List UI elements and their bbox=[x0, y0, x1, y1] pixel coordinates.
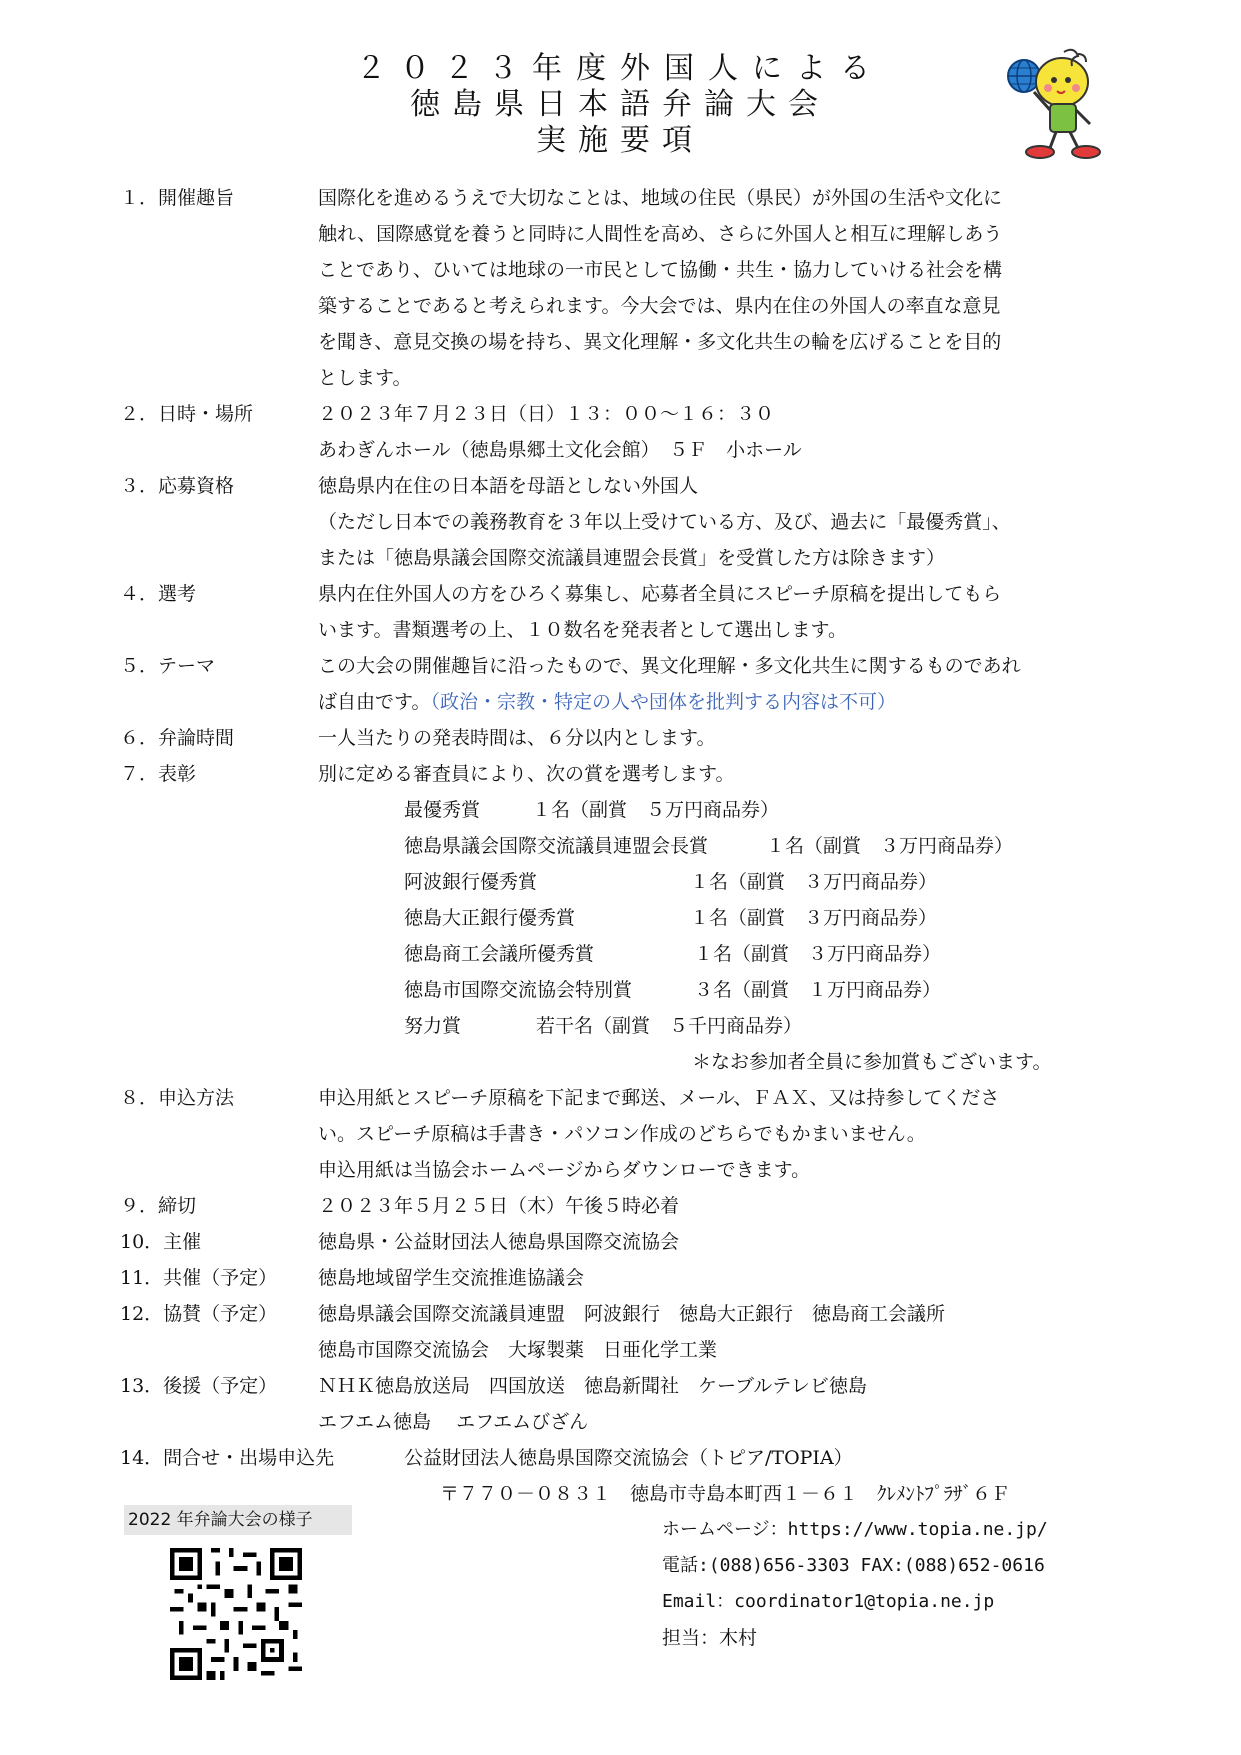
section-11-line: 徳島地域留学生交流推進協議会 bbox=[318, 1267, 585, 1289]
award-name: 努力賞 bbox=[404, 1015, 462, 1037]
section-5-line: この大会の開催趣旨に沿ったもので、異文化理解・多文化共生に関するものであれ bbox=[318, 655, 1021, 677]
section-4-line: います。書類選考の上、１０数名を発表者として選出します。 bbox=[318, 619, 847, 641]
contact-homepage[interactable]: ホームページ：https://www.topia.ne.jp/ bbox=[662, 1519, 1048, 1540]
section-1-line: とします。 bbox=[318, 367, 412, 389]
section-5-line bbox=[318, 684, 1138, 720]
award-detail: １名（副賞 ３万円商品券） bbox=[766, 835, 1014, 857]
section-8-line: 申込用紙とスピーチ原稿を下記まで郵送、メール、ＦＡＸ、又は持参してくださ bbox=[318, 1087, 1000, 1109]
award-name: 徳島大正銀行優秀賞 bbox=[404, 907, 576, 929]
section-1-line: を聞き、意見交換の場を持ち、異文化理解・多文化共生の輪を広げることを目的 bbox=[318, 331, 1002, 353]
award-name: 徳島市国際交流協会特別賞 bbox=[404, 979, 633, 1001]
section-13-label: 13．後援（予定） bbox=[120, 1375, 278, 1397]
section-6-label: ６．弁論時間 bbox=[120, 727, 235, 749]
section-3-label: ３．応募資格 bbox=[120, 475, 235, 497]
section-13-line: エフエム徳島 エフエムびざん bbox=[318, 1411, 589, 1433]
award-name: 徳島商工会議所優秀賞 bbox=[404, 943, 595, 965]
section-3-line: 徳島県内在住の日本語を母語としない外国人 bbox=[318, 475, 699, 497]
contact-organization: 公益財団法人徳島県国際交流協会（トピア/TOPIA） bbox=[404, 1447, 853, 1469]
contact-email[interactable]: Email：coordinator1@topia.ne.jp bbox=[662, 1591, 995, 1612]
section-7-label: ７．表彰 bbox=[120, 763, 197, 785]
section-12-line: 徳島市国際交流協会 大塚製薬 日亜化学工業 bbox=[318, 1339, 718, 1361]
section-2-line: あわぎんホール（徳島県郷土文化会館） ５Ｆ 小ホール bbox=[318, 439, 802, 461]
section-12-line: 徳島県議会国際交流議員連盟 阿波銀行 徳島大正銀行 徳島商工会議所 bbox=[318, 1303, 946, 1325]
section-3-line: または「徳島県議会国際交流議員連盟会長賞」を受賞した方は除きます） bbox=[318, 547, 946, 569]
document-title-line-3: 実施要項 bbox=[536, 123, 704, 158]
award-name: 阿波銀行優秀賞 bbox=[404, 871, 538, 893]
section-10-line: 徳島県・公益財団法人徳島県国際交流協会 bbox=[318, 1231, 680, 1253]
section-5-label: ５．テーマ bbox=[120, 655, 216, 677]
contact-person: 担当：木村 bbox=[662, 1627, 758, 1649]
award-detail: １名（副賞 ３万円商品券） bbox=[694, 943, 942, 965]
section-4-line: 県内在住外国人の方をひろく募集し、応募者全員にスピーチ原稿を提出してもら bbox=[318, 583, 1002, 605]
contact-address: 〒７７０－０８３１ 徳島市寺島本町西１－６１ ｸﾚﾒﾝﾄﾌﾟﾗｻﾞ６Ｆ bbox=[440, 1483, 1011, 1505]
section-5-text: ば自由です。 bbox=[318, 691, 431, 713]
qr-caption: 2022 年弁論大会の様子 bbox=[124, 1505, 352, 1535]
section-1-line: 築することであると考えられます。今大会では、県内在住の外国人の率直な意見 bbox=[318, 295, 1001, 317]
award-name: 最優秀賞 bbox=[404, 799, 481, 821]
section-8-line: 申込用紙は当協会ホームページからダウンローできます。 bbox=[318, 1159, 811, 1181]
award-name: 徳島県議会国際交流議員連盟会長賞 bbox=[404, 835, 709, 857]
document-title-line-2: 徳島県日本語弁論大会 bbox=[410, 87, 830, 122]
award-detail: ３名（副賞 １万円商品券） bbox=[694, 979, 942, 1001]
section-12-label: 12．協賛（予定） bbox=[120, 1303, 278, 1325]
award-detail: １名（副賞 ３万円商品券） bbox=[690, 871, 938, 893]
section-2-label: ２．日時・場所 bbox=[120, 403, 254, 425]
section-8-label: ８．申込方法 bbox=[120, 1087, 235, 1109]
section-9-label: ９．締切 bbox=[120, 1195, 197, 1217]
section-7-line: 別に定める審査員により、次の賞を選考します。 bbox=[318, 763, 735, 785]
section-2-line: ２０２３年７月２３日（日）１３：００～１６：３０ bbox=[318, 403, 775, 425]
section-9-line: ２０２３年５月２５日（木）午後５時必着 bbox=[318, 1195, 680, 1217]
award-detail: 若干名（副賞 ５千円商品券） bbox=[536, 1015, 803, 1037]
section-11-label: 11．共催（予定） bbox=[120, 1267, 278, 1289]
section-13-line: ＮＨＫ徳島放送局 四国放送 徳島新聞社 ケーブルテレビ徳島 bbox=[318, 1375, 867, 1397]
qr-code[interactable] bbox=[170, 1548, 302, 1680]
award-note: ＊なお参加者全員に参加賞もございます。 bbox=[692, 1051, 1052, 1073]
document-title-line-1: ２０２３年度外国人による bbox=[356, 51, 884, 86]
section-4-label: ４．選考 bbox=[120, 583, 197, 605]
section-1-line: ことであり、ひいては地球の一市民として協働・共生・協力していける社会を構 bbox=[318, 259, 1003, 281]
section-1-line: 国際化を進めるうえで大切なことは、地域の住民（県民）が外国の生活や文化に bbox=[318, 187, 1003, 209]
section-14-label: 14．問合せ・出場申込先 bbox=[120, 1447, 335, 1469]
section-1-label: １．開催趣旨 bbox=[120, 187, 235, 209]
section-8-line: い。スピーチ原稿は手書き・パソコン作成のどちらでもかまいません。 bbox=[318, 1123, 926, 1145]
contact-phone: 電話:(088)656-3303 FAX:(088)652-0616 bbox=[662, 1555, 1045, 1576]
section-6-line: 一人当たりの発表時間は、６分以内とします。 bbox=[318, 727, 716, 749]
section-5-note: （政治・宗教・特定の人や団体を批判する内容は不可） bbox=[430, 691, 896, 713]
section-3-line: （ただし日本での義務教育を３年以上受けている方、及び、過去に「最優秀賞」、 bbox=[318, 511, 1011, 533]
section-10-label: 10．主催 bbox=[120, 1231, 202, 1253]
section-1-line: 触れ、国際感覚を養うと同時に人間性を高め、さらに外国人と相互に理解しあう bbox=[318, 223, 1003, 245]
mascot-illustration bbox=[1002, 44, 1102, 164]
award-detail: １名（副賞 ３万円商品券） bbox=[690, 907, 938, 929]
award-detail: １名（副賞 ５万円商品券） bbox=[532, 799, 780, 821]
